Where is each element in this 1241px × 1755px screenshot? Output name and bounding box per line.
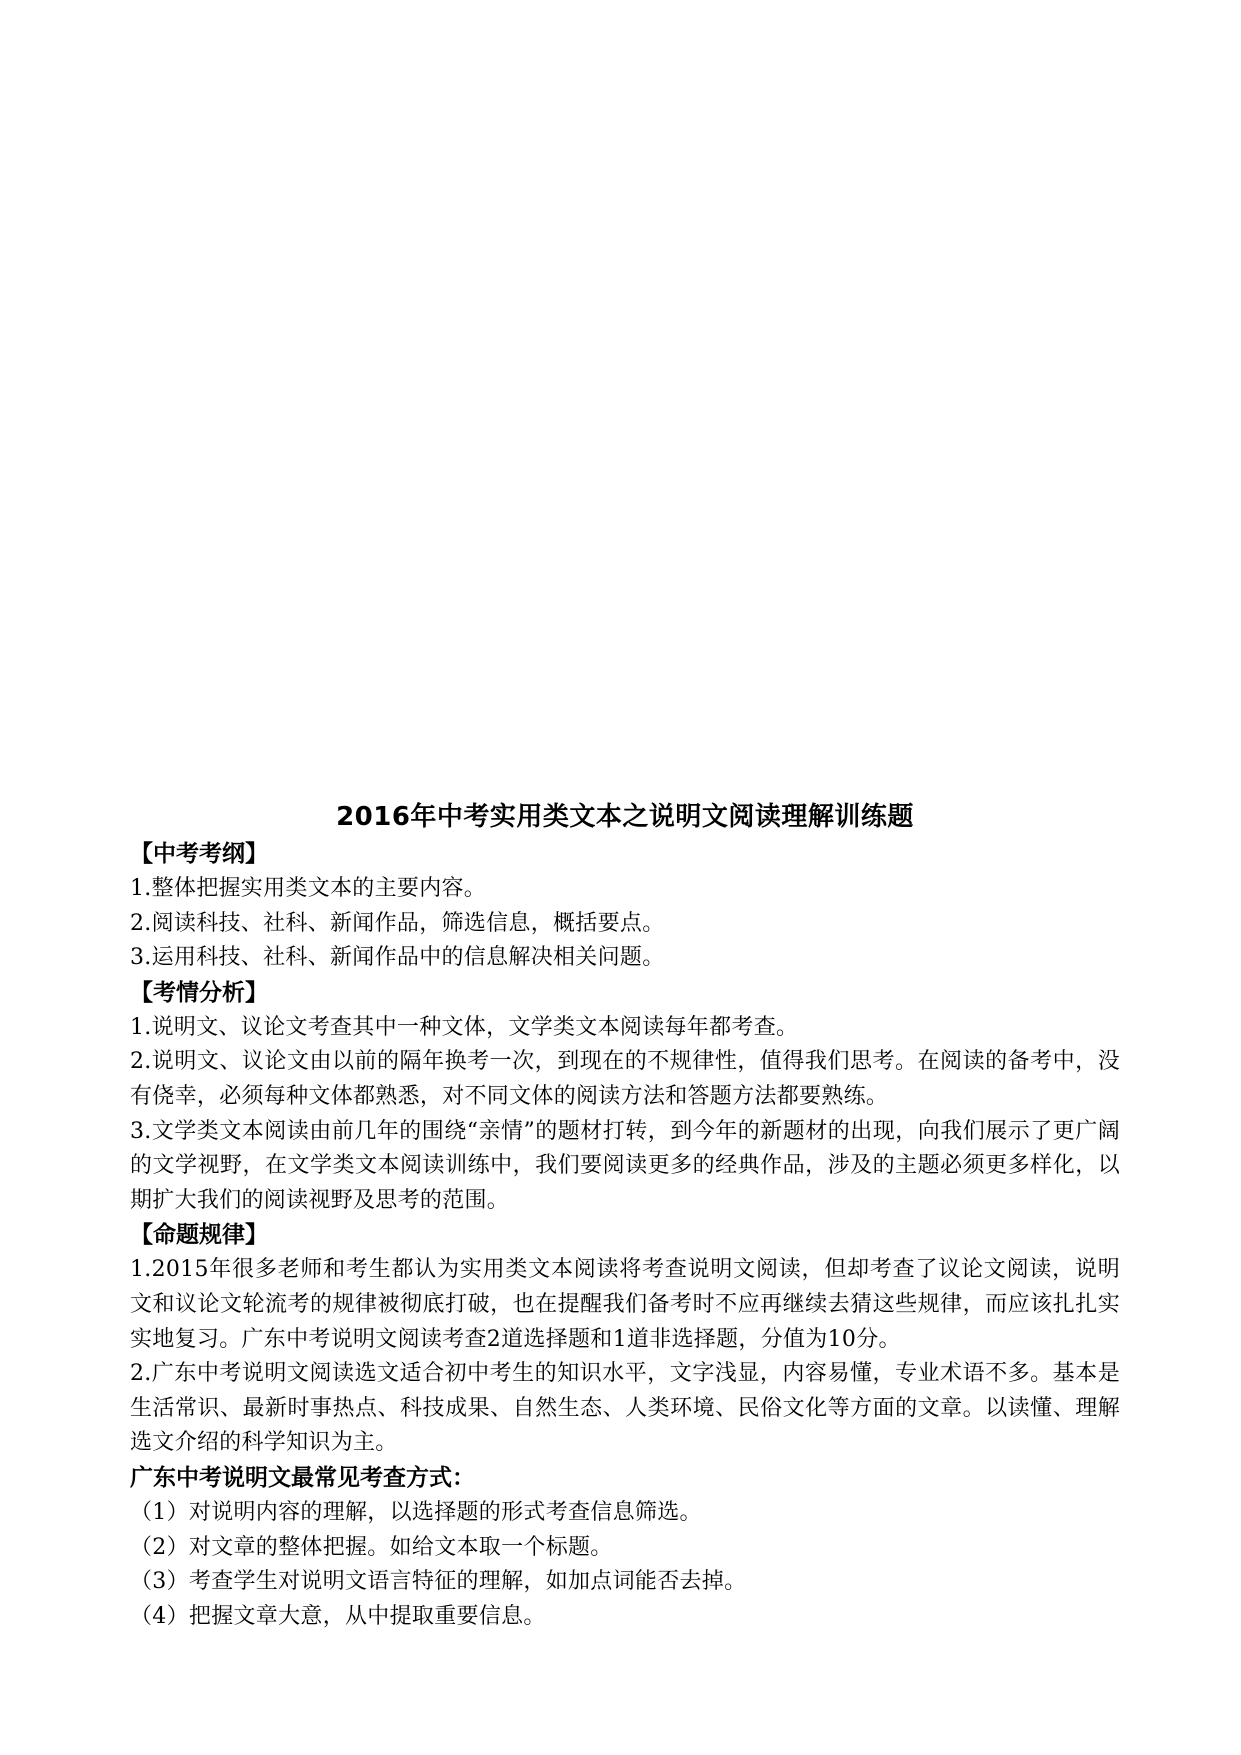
section-exam-analysis: [130, 976, 1120, 1219]
paragraph: 1.2015年很多老师和考生都认为实用类文本阅读将考查说明文阅读，但却考查了议论文阅读，说明文和议论文轮流考的规律被彻底打破，也在提醒我们备考时不应再继续去猜这些规律，而应该扎扎实实地复习。广东中考说明文阅读考查2道选择题和1道非选择题，分值为10分。: [130, 1257, 1120, 1352]
paragraph: 2.阅读科技、社科、新闻作品，筛选信息，概括要点。: [130, 910, 665, 936]
paragraph: 2.说明文、议论文由以前的隔年换考一次，到现在的不规律性，值得我们思考。在阅读的备考中，没有侥幸，必须每种文体都熟悉，对不同文体的阅读方法和答题方法都要熟练。: [130, 1049, 1120, 1109]
section-question-patterns: [130, 1218, 1120, 1461]
section-heading: 【命题规律】: [130, 1222, 268, 1249]
paragraph: 3.文学类文本阅读由前几年的围绕“亲情”的题材打转，到今年的新题材的出现，向我们展示了更广阔的文学视野，在文学类文本阅读训练中，我们要阅读更多的经典作品，涉及的主题必须更多样化，以期扩大我们的阅读视野及思考的范围。: [130, 1118, 1120, 1213]
section-heading: 【考情分析】: [130, 979, 268, 1006]
paragraph: 1.说明文、议论文考查其中一种文体，文学类文本阅读每年都考查。: [130, 1014, 799, 1040]
paragraph: 2.广东中考说明文阅读选文适合初中考生的知识水平，文字浅显，内容易懂，专业术语不多。基本是生活常识、最新时事热点、科技成果、自然生态、人类环境、民俗文化等方面的文章。以读懂、理解选文介绍的科学知识为主。: [130, 1361, 1120, 1456]
document-title: 2016年中考实用类文本之说明文阅读理解训练题: [336, 802, 914, 832]
paragraph: 3.运用科技、社科、新闻作品中的信息解决相关问题。: [130, 945, 665, 971]
list-item: （2）对文章的整体把握。如给文本取一个标题。: [130, 1534, 613, 1560]
section-heading: 广东中考说明文最常见考查方式：: [130, 1464, 475, 1491]
list-item: （3）考查学生对说明文语言特征的理解，如加点词能否去掉。: [130, 1569, 747, 1595]
list-item: （1）对说明内容的理解，以选择题的形式考查信息筛选。: [130, 1499, 702, 1525]
section-heading: 【中考考纲】: [130, 841, 268, 867]
document-body: [130, 797, 1120, 1634]
list-item: （4）把握文章大意，从中提取重要信息。: [130, 1603, 546, 1629]
section-exam-outline: [130, 837, 1120, 976]
section-common-question-types: [130, 1461, 1120, 1634]
paragraph: 1.整体把握实用类文本的主要内容。: [130, 876, 487, 901]
